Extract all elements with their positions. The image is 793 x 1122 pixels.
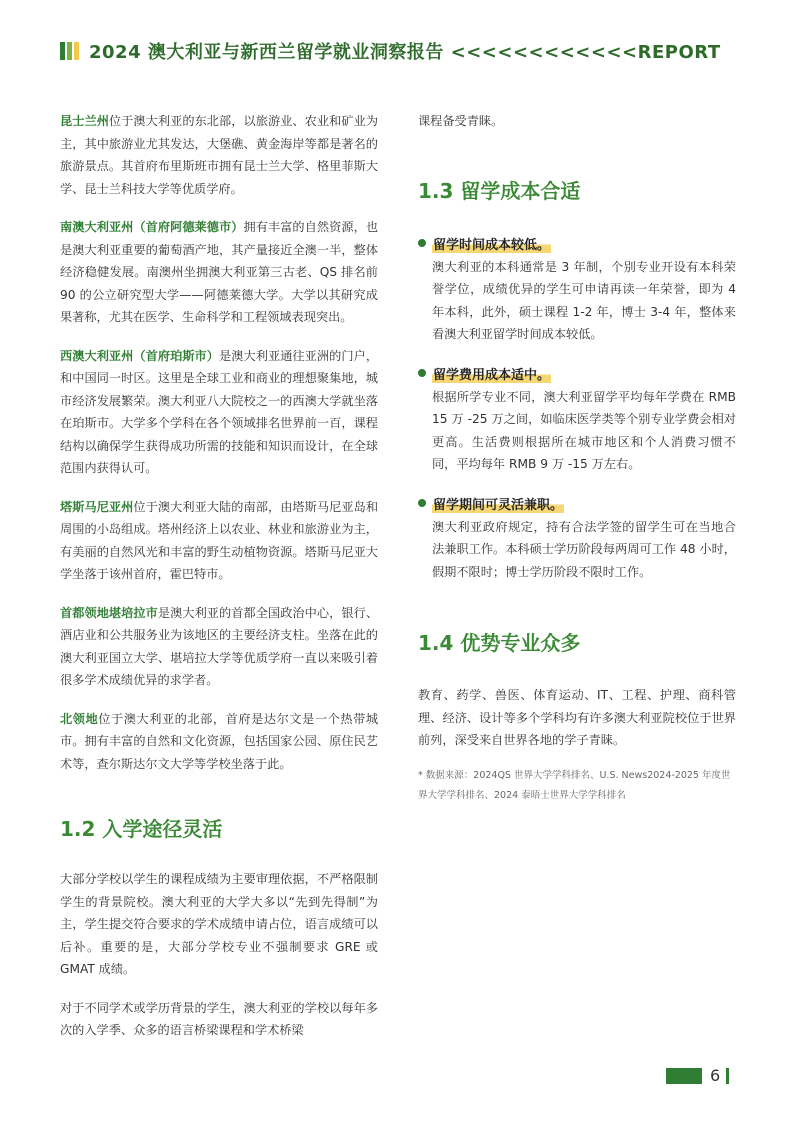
paragraph-canberra — [60, 602, 378, 692]
region-name-queensland: 昆士兰州 — [60, 114, 109, 128]
page-footer — [666, 1066, 729, 1085]
page-number-bar — [666, 1068, 702, 1084]
continued-text: 课程备受青睐。 — [418, 114, 504, 128]
bullet-dot-icon — [418, 239, 426, 247]
section-1-2-paragraph-1: 大部分学校以学生的课程成绩为主要审理依据，不严格限制学生的背景院校。澳大利亚的大学大多以“先到先得制”为主，学生提交符合要求的学术成绩申请占位，语言成绩可以后补。重要的是，大部分学校专业不强制要求 GRE 或 GMAT 成绩。 — [60, 872, 378, 976]
region-name-northern-territory: 北领地 — [60, 711, 99, 726]
page-number: 6 — [710, 1066, 721, 1085]
bullet-title-part-time — [418, 494, 736, 513]
bullet-title-time-cost — [418, 234, 736, 253]
region-text-queensland: 位于澳大利亚的东北部，以旅游业、农业和矿业为主，其中旅游业尤其发达，大堡礁、黄金海岸等都是著名的旅游景点。其首府布里斯班市拥有昆士兰大学、格里菲斯大学、昆士兰科技大学等优质学府。 — [60, 114, 379, 196]
bullet-body-time-cost: 澳大利亚的本科通常是 3 年制，个别专业开设有本科荣誉学位，成绩优异的学生可申请再读一年荣誉，即为 4 年本科，此外，硕士课程 1-2 年，博士 3-4 年，整体来看澳大利亚留学时间成本较低。 — [432, 259, 736, 341]
header-logo-bars — [60, 42, 81, 60]
region-text-canberra: 是澳大利亚的首都全国政治中心，银行、酒店业和公共服务业为该地区的主要经济支柱。坐落在此的澳大利亚国立大学、堪培拉大学等优质学府一直以来吸引着很多学术成绩优异的求学者。 — [60, 605, 379, 687]
region-text-western-australia: 是澳大利亚通往亚洲的门户，和中国同一时区。这里是全球工业和商业的理想聚集地，城市经济发展繁荣。澳大利亚八大院校之一的西澳大学就坐落在珀斯市。大学多个学科在各个领域排名世界前一百，课程结构以确保学生获得成功所需的技能和知识而设计，在全球范围内获得认可。 — [60, 348, 379, 475]
section-1-2-paragraph-2: 对于不同学术或学历背景的学生，澳大利亚的学校以每年多次的入学季、众多的语言桥梁课程和学术桥梁 — [60, 1000, 378, 1037]
paragraph-tasmania — [60, 496, 378, 586]
section-1-4-paragraph: 教育、药学、兽医、体育运动、IT、工程、护理、商科管理、经济、设计等多个学科均有许多澳大利亚院校位于世界前列，深受来自世界各地的学子青睐。 — [418, 688, 736, 747]
section-heading-1-4: 1.4 优势专业众多 — [418, 631, 581, 655]
bullet-title-part-time-text: 留学期间可灵活兼职。 — [432, 494, 564, 513]
region-name-tasmania: 塔斯马尼亚州 — [60, 499, 134, 514]
paragraph-northern-territory — [60, 708, 378, 776]
region-name-western-australia: 西澳大利亚州（首府珀斯市） — [60, 348, 220, 363]
bullet-title-time-cost-text: 留学时间成本较低。 — [432, 234, 551, 253]
section-heading-1-2: 1.2 入学途径灵活 — [60, 817, 223, 841]
paragraph-queensland — [60, 110, 378, 200]
page-header — [60, 38, 721, 64]
bullet-title-fee-cost-text: 留学费用成本适中。 — [432, 364, 551, 383]
report-title: 2024 澳大利亚与新西兰留学就业洞察报告 <<<<<<<<<<<<REPORT — [89, 42, 721, 63]
region-text-northern-territory: 位于澳大利亚的北部，首府是达尔文是一个热带城市。拥有丰富的自然和文化资源，包括国家公园、原住民艺术等，查尔斯达尔文大学等学校坐落于此。 — [60, 711, 379, 771]
region-name-canberra: 首都领地堪培拉市 — [60, 605, 158, 620]
paragraph-south-australia — [60, 216, 378, 329]
right-column — [418, 110, 736, 815]
section-heading-1-3: 1.3 留学成本合适 — [418, 178, 581, 203]
region-text-south-australia: 拥有丰富的自然资源，也是澳大利亚重要的葡萄酒产地，其产量接近全澳一半，整体经济稳健发展。南澳州坐拥澳大利亚第三古老、QS 排名前 90 的公立研究型大学——阿德莱德大学。大学以其研究成果著称，尤其在医学、生命科学和工程领域表现突出。 — [60, 220, 379, 324]
header-bar-light — [67, 42, 72, 60]
region-name-south-australia: 南澳大利亚州（首府阿德莱德市） — [60, 220, 244, 234]
left-column — [60, 110, 378, 1058]
bullet-dot-icon — [418, 369, 426, 377]
bullet-body-fee-cost: 根据所学专业不同，澳大利亚留学平均每年学费在 RMB 15 万 -25 万之间，如临床医学类等个别专业学费会相对更高。生活费则根据所在城市地区和个人消费习惯不同，平均每年 RMB 9 万 -15 万左右。 — [432, 389, 736, 471]
data-source-note: * 数据来源：2024QS 世界大学学科排名、U.S. News2024-2025 年度世界大学学科排名、2024 泰晤士世界大学学科排名 — [418, 769, 731, 801]
header-bar-yellow — [74, 42, 79, 60]
bullet-body-part-time: 澳大利亚政府规定，持有合法学签的留学生可在当地合法兼职工作。本科硕士学历阶段每两周可工作 48 小时，假期不限时；博士学历阶段不限时工作。 — [432, 519, 736, 579]
bullet-dot-icon — [418, 499, 426, 507]
header-bar-dark — [60, 42, 65, 60]
page-number-tick — [726, 1068, 729, 1084]
region-text-tasmania: 位于澳大利亚大陆的南部，由塔斯马尼亚岛和周围的小岛组成。塔州经济上以农业、林业和旅游业为主，有美丽的自然风光和丰富的野生动植物资源。塔斯马尼亚大学坐落于该州首府，霍巴特市。 — [60, 499, 379, 581]
paragraph-western-australia — [60, 345, 378, 480]
bullet-title-fee-cost — [418, 364, 736, 383]
